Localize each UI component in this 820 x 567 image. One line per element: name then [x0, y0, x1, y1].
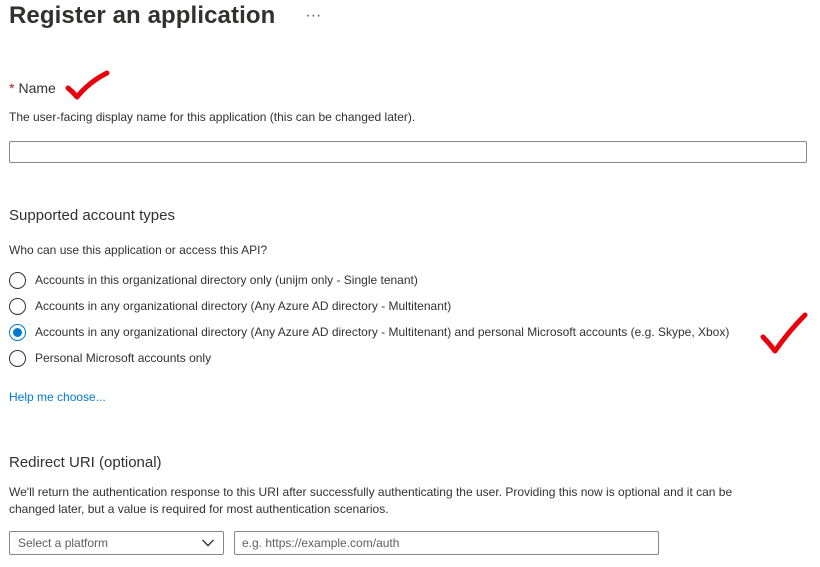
red-checkmark-icon: [64, 70, 114, 104]
account-types-title: Supported account types: [9, 207, 175, 224]
platform-select-placeholder: Select a platform: [18, 536, 109, 550]
red-checkmark-icon: [758, 310, 810, 358]
radio-button-selected[interactable]: [9, 324, 26, 341]
name-input[interactable]: [9, 141, 807, 163]
radio-button[interactable]: [9, 298, 26, 315]
chevron-down-icon: [201, 538, 215, 548]
radio-label: Accounts in any organizational directory (Any Azure AD directory - Multitenant) and personal Microsoft accounts (e.g. Skype, Xbox): [35, 325, 730, 339]
radio-label: Personal Microsoft accounts only: [35, 351, 212, 365]
platform-select[interactable]: [9, 531, 224, 555]
page-title: Register an application: [9, 2, 276, 29]
name-description: The user-facing display name for this application (this can be changed later).: [9, 110, 416, 124]
help-me-choose-link[interactable]: Help me choose...: [9, 390, 106, 404]
name-label-text: Name: [18, 80, 56, 96]
radio-single-tenant[interactable]: [9, 267, 729, 293]
radio-button[interactable]: [9, 350, 26, 367]
radio-label: Accounts in this organizational directory only (unijm only - Single tenant): [35, 273, 418, 287]
redirect-uri-description-line1: We'll return the authentication response to this URI after successfully authenticating the user. Providing this now is optional and it can be: [9, 485, 733, 499]
name-label: [9, 80, 56, 96]
radio-multitenant[interactable]: [9, 293, 729, 319]
account-types-question: Who can use this application or access this API?: [9, 243, 268, 257]
required-marker: *: [9, 80, 15, 96]
more-options-button[interactable]: ···: [305, 7, 322, 24]
radio-multitenant-personal[interactable]: [9, 319, 729, 345]
radio-button[interactable]: [9, 272, 26, 289]
title-row: [9, 2, 325, 30]
account-type-radio-group: [9, 267, 729, 371]
radio-personal-only[interactable]: [9, 345, 729, 371]
redirect-uri-title: Redirect URI (optional): [9, 454, 162, 471]
radio-selected-dot: [13, 328, 22, 337]
radio-label: Accounts in any organizational directory (Any Azure AD directory - Multitenant): [35, 299, 452, 313]
redirect-uri-input[interactable]: [234, 531, 659, 555]
redirect-uri-description-line2: changed later, but a value is required for most authentication scenarios.: [9, 502, 389, 516]
